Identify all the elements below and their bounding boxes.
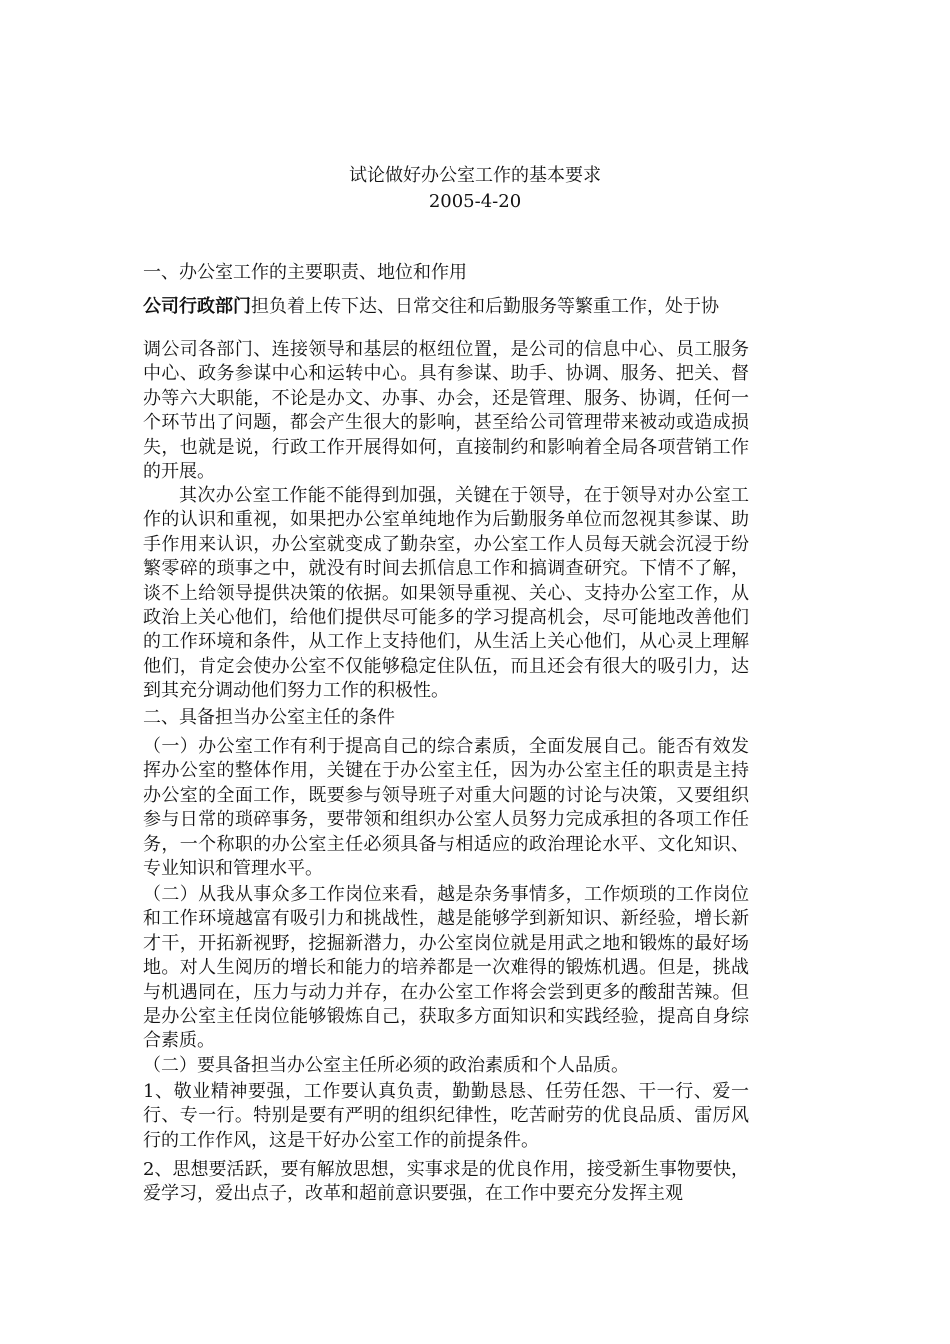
paragraph-1-first-line-text: 担负着上传下达、日常交往和后勤服务等繁重工作，处于协 <box>251 296 719 317</box>
paragraph-1-body: 调公司各部门、连接领导和基层的枢纽位置，是公司的信息中心、员工服务中心、政务参谋中心和运转中心。具有参谋、助手、协调、服务、把关、督办等六大职能，不论是办文、办事、办会，还是管理、服务、协调，任何一个环节出了问题，都会产生很大的影响，甚至给公司管理带来被动或造成损失，也就是说，行政工作开展得如何，直接制约和影响着全局各项营销工作的开展。 <box>143 339 749 483</box>
section-heading-2: 二、具备担当办公室主任的条件 <box>143 707 395 728</box>
paragraph-1-first-line <box>143 295 749 319</box>
paragraph-5: （二）要具备担当办公室主任所必须的政治素质和个人品质。 <box>143 1055 629 1076</box>
paragraph-7: 2、思想要活跃，要有解放思想，实事求是的优良作用，接受新生事物要快，爱学习，爱出点子，改革和超前意识要强，在工作中要充分发挥主观 <box>143 1159 749 1205</box>
paragraph-2: 其次办公室工作能不能得到加强，关键在于领导，在于领导对办公室工作的认识和重视，如果把办公室单纯地作为后勤服务单位而忽视其参谋、助手作用来认识，办公室就变成了勤杂室，办公室工作人员每天就会沉浸于纷繁零碎的琐事之中，就没有时间去抓信息工作和搞调查研究。下情不了解，谈不上给领导提供决策的依据。如果领导重视、关心、支持办公室工作，从政治上关心他们，给他们提供尽可能多的学习提高机会，尽可能地改善他们的工作环境和条件，从工作上支持他们，从生活上关心他们，从心灵上理解他们，肯定会使办公室不仅能够稳定住队伍，而且还会有很大的吸引力，达到其充分调动他们努力工作的积极性。 <box>143 485 749 702</box>
paragraph-3: （一）办公室工作有利于提高自己的综合素质，全面发展自己。能否有效发挥办公室的整体作用，关键在于办公室主任，因为办公室主任的职责是主持办公室的全面工作，既要参与领导班子对重大问题的讨论与决策，又要组织参与日常的琐碎事务，要带领和组织办公室人员努力完成承担的各项工作任务，一个称职的办公室主任必须具备与相适应的政治理论水平、文化知识、专业知识和管理水平。 <box>143 736 749 880</box>
paragraph-1-lead: 公司行政部门 <box>143 296 251 317</box>
paragraph-6: 1、敬业精神要强，工作要认真负责，勤勤恳恳、任劳任怨、干一行、爱一行、专一行。特别是要有严明的组织纪律性，吃苦耐劳的优良品质、雷厉风行的工作作风，这是干好办公室工作的前提条件。 <box>143 1081 749 1151</box>
document-title: 试论做好办公室工作的基本要求 <box>349 165 601 186</box>
paragraph-4: （二）从我从事众多工作岗位来看，越是杂务事情多，工作烦琐的工作岗位和工作环境越富有吸引力和挑战性，越是能够学到新知识、新经验，增长新才干，开拓新视野，挖掘新潜力，办公室岗位就是用武之地和锻炼的最好场地。对人生阅历的增长和能力的培养都是一次难得的锻炼机遇。但是，挑战与机遇同在，压力与动力并存，在办公室工作将会尝到更多的酸甜苦辣。但是办公室主任岗位能够锻炼自己，获取多方面知识和实践经验，提高自身综合素质。 <box>143 884 749 1052</box>
section-heading-1: 一、办公室工作的主要职责、地位和作用 <box>143 262 467 283</box>
document-date: 2005-4-20 <box>428 191 522 212</box>
